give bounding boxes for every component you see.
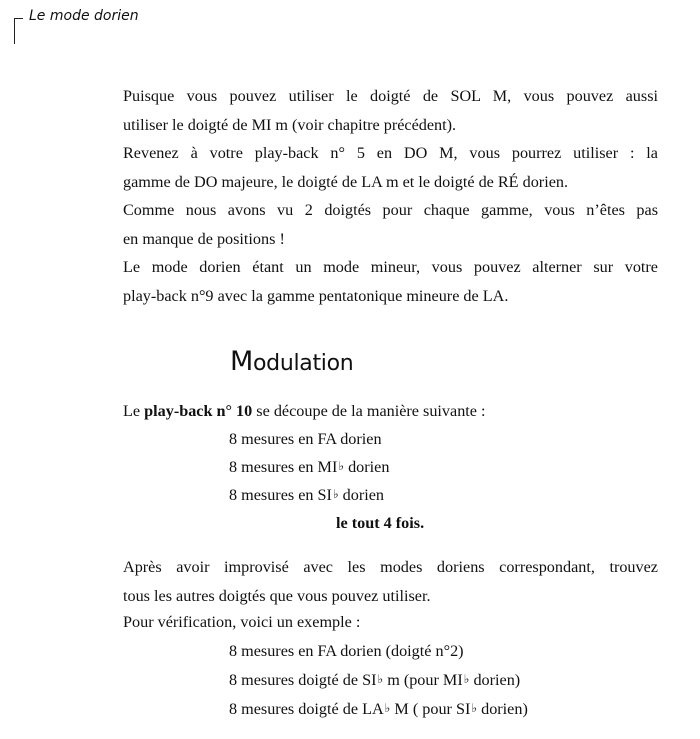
text-line: Revenez à votre play-back n° 5 en DO M, vous pourrez utiliser : la [123, 144, 658, 162]
example-line-1 [229, 637, 464, 665]
text-line: en manque de positions ! [123, 229, 285, 248]
section-heading [230, 346, 353, 377]
text: 8 mesures doigté de SI [229, 671, 377, 689]
example-line-3 [229, 695, 528, 724]
text-line: Le mode dorien étant un mode mineur, vous pouvez alterner sur votre [123, 258, 658, 276]
text: M ( pour SI [390, 700, 471, 718]
flat-symbol: ♭ [377, 672, 384, 686]
flat-symbol: ♭ [338, 459, 345, 473]
playback-reference: play-back n° 10 [144, 402, 253, 420]
header-bracket [14, 18, 15, 44]
header-title: Le mode dorien [29, 8, 139, 24]
measure-line-2 [229, 453, 389, 482]
text: Le [123, 402, 145, 420]
example-intro [123, 608, 360, 636]
text-line: play-back n°9 avec la gamme pentatonique mineure de LA. [123, 286, 509, 305]
intro-paragraph-2 [123, 139, 658, 196]
text: dorien) [469, 671, 521, 689]
text: se découpe de la manière suivante : [252, 402, 486, 420]
heading-rest: odulation [253, 351, 354, 376]
repeat-note [336, 509, 424, 537]
flat-symbol: ♭ [471, 701, 478, 715]
header-bracket-tick [14, 18, 23, 19]
intro-paragraph-3 [123, 196, 658, 253]
example-line-2 [229, 666, 520, 695]
text: le tout 4 fois. [336, 514, 425, 532]
section-intro [123, 397, 486, 425]
measure-line-1 [229, 425, 382, 453]
text: dorien [344, 458, 390, 476]
text: 8 mesures en SI [229, 486, 332, 504]
text: 8 mesures en MI [229, 458, 338, 476]
text-line: Comme nous avons vu 2 doigtés pour chaque gamme, vous n’êtes pas [123, 201, 658, 219]
heading-initial: M [230, 346, 253, 377]
text: 8 mesures doigté de LA [229, 700, 384, 718]
text-line: gamme de DO majeure, le doigté de LA m et le doigté de RÉ dorien. [123, 172, 569, 191]
intro-paragraph-4 [123, 253, 658, 310]
text: 8 mesures en FA dorien [229, 430, 382, 448]
text-line: Puisque vous pouvez utiliser le doigté de SOL M, vous pouvez aussi [123, 87, 658, 105]
text-line: Après avoir improvisé avec les modes doriens correspondant, trouvez [123, 558, 658, 576]
text-line: tous les autres doigtés que vous pouvez utiliser. [123, 586, 431, 605]
text: 8 mesures en FA dorien (doigté n°2) [229, 642, 464, 660]
text: dorien) [477, 700, 528, 718]
flat-symbol: ♭ [332, 487, 339, 501]
intro-paragraph-1 [123, 82, 658, 139]
exercise-paragraph [123, 553, 658, 610]
text: Pour vérification, voici un exemple : [123, 613, 361, 631]
flat-symbol: ♭ [463, 672, 470, 686]
text: m (pour MI [383, 671, 463, 689]
text-line: utiliser le doigté de MI m (voir chapitre précédent). [123, 115, 457, 134]
text: dorien [338, 486, 385, 504]
flat-symbol: ♭ [384, 701, 391, 715]
measure-line-3 [229, 481, 384, 510]
